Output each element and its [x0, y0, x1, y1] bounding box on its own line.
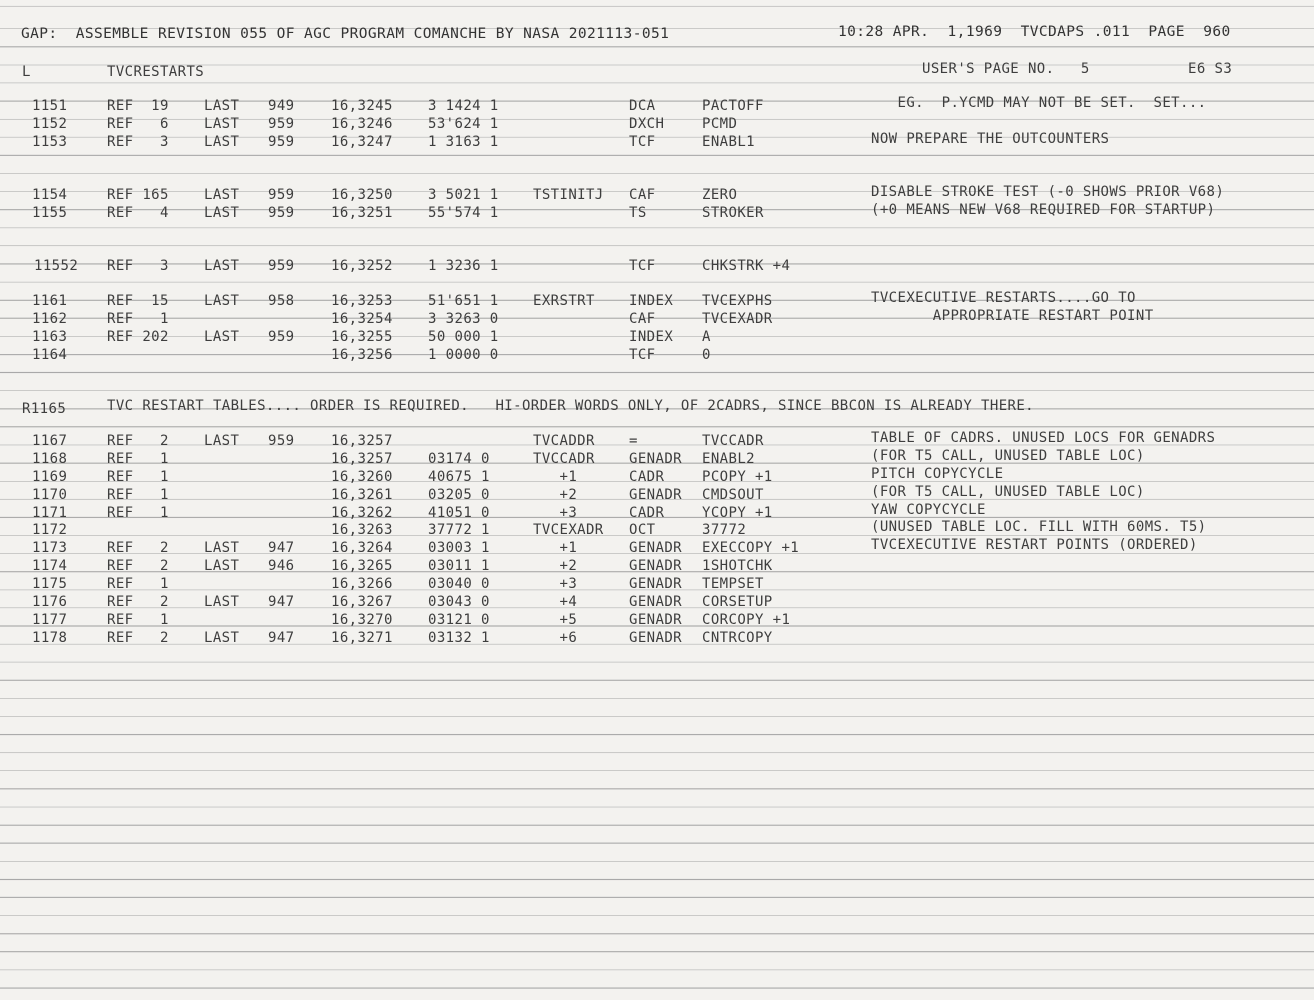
octal-word: 3 5021 1 [428, 187, 499, 203]
symbol-label: TVCEXADR [533, 522, 604, 538]
line-number: 1176 [32, 594, 68, 610]
last-page: 949 [268, 98, 295, 114]
octal-word: 03205 0 [428, 487, 490, 503]
comment: YAW COPYCYCLE [871, 502, 986, 518]
symbol-label: TVCCADR [533, 451, 595, 467]
ref-count: REF 4 [107, 205, 169, 221]
octal-word: 51'651 1 [428, 293, 499, 309]
operand: 0 [702, 347, 711, 363]
last-page: 947 [268, 630, 295, 646]
address: 16,3271 [331, 630, 393, 646]
last-page: 959 [268, 187, 295, 203]
octal-word: 55'574 1 [428, 205, 499, 221]
operand: CMDSOUT [702, 487, 764, 503]
octal-word: 03003 1 [428, 540, 490, 556]
last-label: LAST [204, 293, 240, 309]
octal-word: 03011 1 [428, 558, 490, 574]
last-label: LAST [204, 329, 240, 345]
line-number: 1153 [32, 134, 68, 150]
symbol-label: +2 [533, 487, 578, 503]
opcode: GENADR [629, 594, 682, 610]
octal-word: 1 3236 1 [428, 258, 499, 274]
symbol-label: +5 [533, 612, 578, 628]
opcode: INDEX [629, 329, 674, 345]
symbol-label: +6 [533, 630, 578, 646]
octal-word: 03040 0 [428, 576, 490, 592]
symbol-label: +3 [533, 576, 578, 592]
symbol-label: +4 [533, 594, 578, 610]
address: 16,3262 [331, 505, 393, 521]
ref-count: REF 2 [107, 630, 169, 646]
opcode: GENADR [629, 558, 682, 574]
opcode: = [629, 433, 638, 449]
section-code: E6 S3 [1188, 61, 1233, 77]
operand: CNTRCOPY [702, 630, 773, 646]
operand: YCOPY +1 [702, 505, 773, 521]
octal-word: 53'624 1 [428, 116, 499, 132]
last-page: 959 [268, 116, 295, 132]
address: 16,3252 [331, 258, 393, 274]
last-page: 959 [268, 205, 295, 221]
line-number: 1163 [32, 329, 68, 345]
line-number: 1155 [32, 205, 68, 221]
ref-count: REF 3 [107, 134, 169, 150]
address: 16,3246 [331, 116, 393, 132]
address: 16,3265 [331, 558, 393, 574]
line-number: 1172 [32, 522, 68, 538]
operand: CORSETUP [702, 594, 773, 610]
opcode: TCF [629, 258, 656, 274]
ref-count: REF 2 [107, 540, 169, 556]
header-right: 10:28 APR. 1,1969 TVCDAPS .011 PAGE 960 [838, 24, 1231, 40]
ref-count: REF 2 [107, 594, 169, 610]
operand: CHKSTRK +4 [702, 258, 791, 274]
comment: DISABLE STROKE TEST (-0 SHOWS PRIOR V68) [871, 184, 1225, 200]
opcode: DXCH [629, 116, 665, 132]
octal-word: 3 1424 1 [428, 98, 499, 114]
ref-count: REF 15 [107, 293, 169, 309]
line-number: 1177 [32, 612, 68, 628]
octal-word: 1 3163 1 [428, 134, 499, 150]
line-number: 1151 [32, 98, 68, 114]
last-label: LAST [204, 558, 240, 574]
symbol-label: TVCADDR [533, 433, 595, 449]
symbol-label: EXRSTRT [533, 293, 595, 309]
ref-count: REF 1 [107, 612, 169, 628]
symbol-label: +2 [533, 558, 578, 574]
opcode: CAF [629, 311, 656, 327]
address: 16,3255 [331, 329, 393, 345]
octal-word: 1 0000 0 [428, 347, 499, 363]
address: 16,3267 [331, 594, 393, 610]
octal-word: 50 000 1 [428, 329, 499, 345]
last-page: 959 [268, 433, 295, 449]
section-title: TVCRESTARTS [107, 64, 205, 80]
octal-word: 03121 0 [428, 612, 490, 628]
opcode: GENADR [629, 576, 682, 592]
comment: PITCH COPYCYCLE [871, 466, 1004, 482]
symbol-label: TSTINITJ [533, 187, 604, 203]
operand: 37772 [702, 522, 747, 538]
line-number: 1169 [32, 469, 68, 485]
last-page: 959 [268, 329, 295, 345]
last-page: 958 [268, 293, 295, 309]
last-label: LAST [204, 116, 240, 132]
last-label: LAST [204, 205, 240, 221]
remark-text: TVC RESTART TABLES.... ORDER IS REQUIRED. HI-ORDER WORDS ONLY, OF 2CADRS, SINCE BBCON IS ALREADY THERE. [107, 398, 1035, 414]
comment: (UNUSED TABLE LOC. FILL WITH 60MS. T5) [871, 519, 1207, 535]
operand: PCOPY +1 [702, 469, 773, 485]
comment: TVCEXECUTIVE RESTARTS....GO TO [871, 290, 1136, 306]
opcode: CADR [629, 469, 665, 485]
last-label: LAST [204, 134, 240, 150]
line-number: 1154 [32, 187, 68, 203]
users-page-number: USER'S PAGE NO. 5 [922, 61, 1090, 77]
last-label: LAST [204, 433, 240, 449]
line-number: 1164 [32, 347, 68, 363]
last-label: LAST [204, 630, 240, 646]
last-page: 946 [268, 558, 295, 574]
last-page: 959 [268, 134, 295, 150]
address: 16,3256 [331, 347, 393, 363]
address: 16,3260 [331, 469, 393, 485]
operand: PCMD [702, 116, 738, 132]
last-label: LAST [204, 258, 240, 274]
line-number: 1152 [32, 116, 68, 132]
opcode: GENADR [629, 540, 682, 556]
opcode: CAF [629, 187, 656, 203]
comment: EG. P.YCMD MAY NOT BE SET. SET... [871, 95, 1207, 111]
line-number: 1178 [32, 630, 68, 646]
opcode: TCF [629, 134, 656, 150]
line-number: 1174 [32, 558, 68, 574]
comment: (+0 MEANS NEW V68 REQUIRED FOR STARTUP) [871, 202, 1216, 218]
address: 16,3250 [331, 187, 393, 203]
operand: ENABL1 [702, 134, 755, 150]
line-number: 1173 [32, 540, 68, 556]
address: 16,3261 [331, 487, 393, 503]
last-page: 947 [268, 594, 295, 610]
address: 16,3251 [331, 205, 393, 221]
line-number: 1168 [32, 451, 68, 467]
symbol-label: +3 [533, 505, 578, 521]
operand: A [702, 329, 711, 345]
opcode: DCA [629, 98, 656, 114]
ref-count: REF 6 [107, 116, 169, 132]
comment: APPROPRIATE RESTART POINT [871, 308, 1154, 324]
comment: (FOR T5 CALL, UNUSED TABLE LOC) [871, 484, 1145, 500]
last-label: LAST [204, 540, 240, 556]
operand: TVCEXADR [702, 311, 773, 327]
address: 16,3257 [331, 451, 393, 467]
line-number: 1170 [32, 487, 68, 503]
ref-count: REF 1 [107, 451, 169, 467]
symbol-label: +1 [533, 540, 578, 556]
operand: TVCCADR [702, 433, 764, 449]
ref-count: REF 1 [107, 311, 169, 327]
opcode: GENADR [629, 630, 682, 646]
last-label: LAST [204, 187, 240, 203]
ref-count: REF 19 [107, 98, 169, 114]
ref-count: REF 3 [107, 258, 169, 274]
ref-count: REF 1 [107, 505, 169, 521]
operand: TVCEXPHS [702, 293, 773, 309]
opcode: TCF [629, 347, 656, 363]
operand: TEMPSET [702, 576, 764, 592]
operand: ENABL2 [702, 451, 755, 467]
last-label: LAST [204, 594, 240, 610]
opcode: GENADR [629, 451, 682, 467]
operand: ZERO [702, 187, 738, 203]
operand: STROKER [702, 205, 764, 221]
last-page: 947 [268, 540, 295, 556]
ref-count: REF 202 [107, 329, 169, 345]
line-number: 11552 [34, 258, 79, 274]
ref-count: REF 2 [107, 433, 169, 449]
address: 16,3253 [331, 293, 393, 309]
line-number: 1171 [32, 505, 68, 521]
comment: TVCEXECUTIVE RESTART POINTS (ORDERED) [871, 537, 1198, 553]
line-number: 1175 [32, 576, 68, 592]
address: 16,3247 [331, 134, 393, 150]
octal-word: 03043 0 [428, 594, 490, 610]
opcode: GENADR [629, 612, 682, 628]
address: 16,3266 [331, 576, 393, 592]
operand: EXECCOPY +1 [702, 540, 800, 556]
ref-count: REF 1 [107, 487, 169, 503]
octal-word: 03132 1 [428, 630, 490, 646]
comment: NOW PREPARE THE OUTCOUNTERS [871, 131, 1110, 147]
octal-word: 40675 1 [428, 469, 490, 485]
opcode: GENADR [629, 487, 682, 503]
remark-line-number: R1165 [22, 401, 67, 417]
octal-word: 41051 0 [428, 505, 490, 521]
octal-word: 3 3263 0 [428, 311, 499, 327]
section-mark: L [22, 64, 31, 80]
line-number: 1162 [32, 311, 68, 327]
line-number: 1161 [32, 293, 68, 309]
line-number: 1167 [32, 433, 68, 449]
octal-word: 03174 0 [428, 451, 490, 467]
comment: (FOR T5 CALL, UNUSED TABLE LOC) [871, 448, 1145, 464]
opcode: CADR [629, 505, 665, 521]
symbol-label: +1 [533, 469, 578, 485]
opcode: TS [629, 205, 647, 221]
octal-word: 37772 1 [428, 522, 490, 538]
address: 16,3264 [331, 540, 393, 556]
address: 16,3254 [331, 311, 393, 327]
ref-count: REF 165 [107, 187, 169, 203]
operand: PACTOFF [702, 98, 764, 114]
operand: 1SHOTCHK [702, 558, 773, 574]
header-left: GAP: ASSEMBLE REVISION 055 OF AGC PROGRAM COMANCHE BY NASA 2021113-051 [21, 26, 670, 42]
ref-count: REF 1 [107, 576, 169, 592]
comment: TABLE OF CADRS. UNUSED LOCS FOR GENADRS [871, 430, 1216, 446]
address: 16,3263 [331, 522, 393, 538]
operand: CORCOPY +1 [702, 612, 791, 628]
ref-count: REF 1 [107, 469, 169, 485]
address: 16,3245 [331, 98, 393, 114]
opcode: INDEX [629, 293, 674, 309]
address: 16,3257 [331, 433, 393, 449]
last-label: LAST [204, 98, 240, 114]
ref-count: REF 2 [107, 558, 169, 574]
last-page: 959 [268, 258, 295, 274]
opcode: OCT [629, 522, 656, 538]
address: 16,3270 [331, 612, 393, 628]
